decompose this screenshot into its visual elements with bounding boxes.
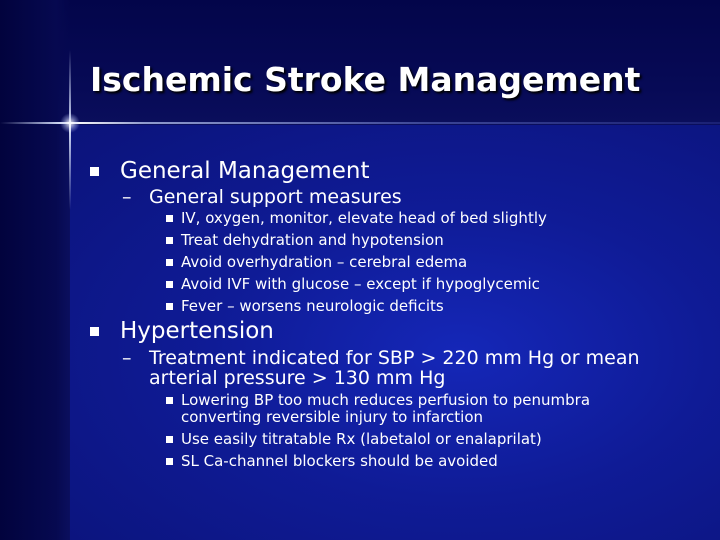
list-item-text: Use easily titratable Rx (labetalol or enalaprilat) [181, 430, 542, 448]
bullet-label: Hypertension [120, 318, 274, 344]
list-item-text: converting reversible injury to infarction [181, 408, 484, 426]
square-bullet-icon [90, 167, 99, 176]
square-bullet-icon [166, 303, 173, 310]
dash-icon: – [122, 347, 132, 369]
bullet-label: General Management [120, 158, 370, 184]
sub-bullet-label: General support measures [149, 186, 402, 208]
square-bullet-icon [166, 215, 173, 222]
dash-icon: – [122, 186, 132, 208]
list-item-text: Treat dehydration and hypotension [181, 231, 444, 249]
sub-bullet-label-line1: Treatment indicated for SBP > 220 mm Hg or mean [149, 347, 640, 369]
square-bullet-icon [166, 259, 173, 266]
list-item-text: Avoid IVF with glucose – except if hypoglycemic [181, 275, 540, 293]
list-item-text: IV, oxygen, monitor, elevate head of bed slightly [181, 209, 547, 227]
list-item-text: Avoid overhydration – cerebral edema [181, 253, 468, 271]
background-left-band [0, 0, 70, 540]
slide-title: Ischemic Stroke Management [90, 60, 641, 99]
list-item-text: Fever – worsens neurologic deficits [181, 297, 444, 315]
square-bullet-icon [90, 327, 99, 336]
sub-bullet-label-line2: arterial pressure > 130 mm Hg [149, 367, 446, 389]
square-bullet-icon [166, 237, 173, 244]
list-item-text: SL Ca-channel blockers should be avoided [181, 452, 498, 470]
square-bullet-icon [166, 436, 173, 443]
list-item-text: Lowering BP too much reduces perfusion to penumbra [181, 391, 591, 409]
decorative-light-line-horizontal [0, 122, 720, 124]
square-bullet-icon [166, 281, 173, 288]
square-bullet-icon [166, 397, 173, 404]
decorative-star-glow [60, 113, 80, 133]
square-bullet-icon [166, 458, 173, 465]
